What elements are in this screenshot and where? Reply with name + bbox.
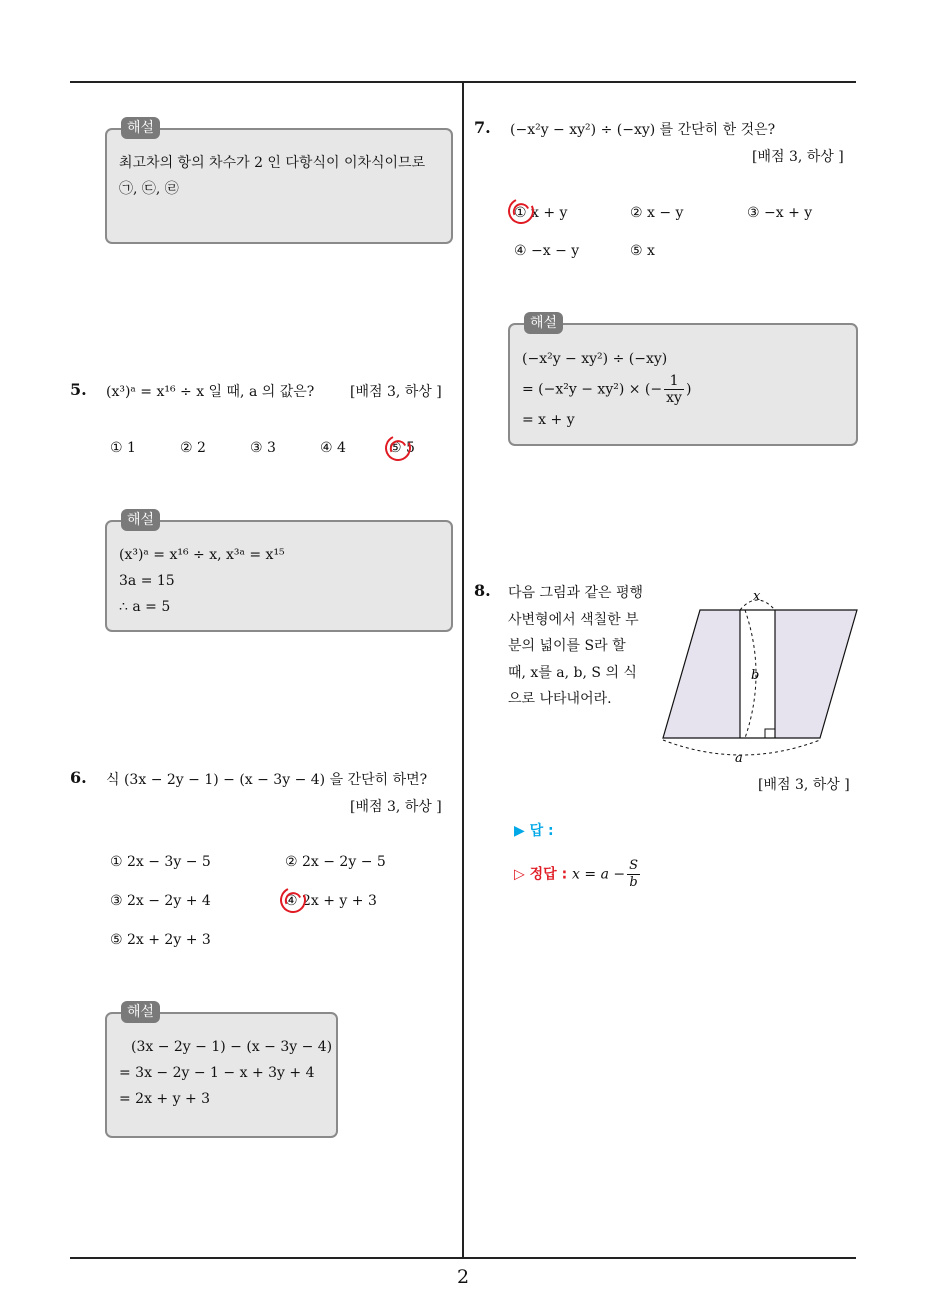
option-3[interactable]: ③ 3 [250,440,276,456]
right-angle-mark [765,729,775,738]
solution-box-prev [105,120,453,244]
question-number: 7. [474,118,491,137]
question-text: (x³)ᵃ = x¹⁶ ÷ x 일 때, a 의 값은? [106,384,315,400]
option-4[interactable]: ④ 2x + y + 3 [285,893,377,909]
option-3[interactable]: ③ 2x − 2y + 4 [110,893,211,909]
option-4[interactable]: ④ 4 [320,440,346,456]
option-3[interactable]: ③ −x + y [747,205,813,221]
selected-answer-mark [504,194,537,227]
correct-answer-label: ▷ 정답 : [514,866,568,883]
solution-box-q6 [105,1004,338,1138]
solution-line: ㉠, ㉢, ㉣ [119,181,179,197]
option-5[interactable]: ⑤ x [630,243,655,259]
question-number: 6. [70,768,87,787]
solution-box-q5 [105,512,453,632]
fraction-denominator: xy [666,390,682,406]
option-4[interactable]: ④ −x − y [514,243,580,259]
shaded-region [775,610,857,738]
points-label: [배점 3, 하상 ] [758,777,850,793]
option-1[interactable]: ① 1 [110,440,136,456]
solution-line: = 2x + y + 3 [119,1091,211,1107]
option-2[interactable]: ② 2x − 2y − 5 [285,854,386,870]
solution-expr: = (−x²y − xy²) × (− [522,381,663,398]
label-b: b [751,668,760,683]
question-text: 다음 그림과 같은 평행사변형에서 색칠한 부분의 넓이를 S라 할 때, x를 a, b, S 의 식으로 나타내어라. [508,585,644,707]
points-label: [배점 3, 하상 ] [752,149,844,165]
solution-tag: 해설 [121,117,160,139]
option-5[interactable]: ⑤ 5 [389,440,415,456]
points-label: [배점 3, 하상 ] [350,384,442,400]
question-text: (−x²y − xy²) ÷ (−xy) 를 간단히 한 것은? [510,122,776,138]
solution-line: 최고차의 항의 차수가 2 인 다항식이 이차식이므로 [119,155,426,171]
solution-line: = 3x − 2y − 1 − x + 3y + 4 [119,1065,315,1081]
question-number: 8. [474,581,491,600]
option-1[interactable]: ① 2x − 3y − 5 [110,854,211,870]
points-label: [배점 3, 하상 ] [350,799,442,815]
selected-answer-mark [381,431,414,464]
question-number: 5. [70,380,87,399]
solution-expr: ) [685,381,692,398]
option-1[interactable]: ① x + y [514,205,568,221]
solution-box-q7 [508,315,858,446]
solution-line: (−x²y − xy²) ÷ (−xy) [522,351,668,367]
solution-line: = x + y [522,412,575,428]
fraction [664,373,684,406]
option-5[interactable]: ⑤ 2x + 2y + 3 [110,932,211,948]
solution-tag: 해설 [524,312,563,334]
option-2[interactable]: ② 2 [180,440,206,456]
answer-label[interactable]: ▶ 답 : [514,823,554,839]
column-divider [462,83,464,1258]
solution-line [522,373,844,406]
selected-answer-mark [276,883,309,916]
option-2[interactable]: ② x − y [630,205,684,221]
correct-answer-expr: x = a − [572,866,626,883]
shaded-region [663,610,740,738]
bottom-rule [70,1257,856,1259]
solution-line: (x³)ᵃ = x¹⁶ ÷ x, x³ᵃ = x¹⁵ [119,547,285,563]
label-a: a [735,751,743,766]
fraction-numerator: 1 [664,373,684,390]
correct-answer-row [514,858,642,891]
fraction-numerator: S [629,858,639,873]
page-number: 2 [456,1266,470,1288]
label-x: x [753,589,761,604]
solution-tag: 해설 [121,509,160,531]
solution-line: 3a = 15 [119,573,175,589]
question-text: 식 (3x − 2y − 1) − (x − 3y − 4) 을 간단히 하면? [106,772,428,788]
parallelogram-figure [655,585,865,770]
solution-tag: 해설 [121,1001,160,1023]
solution-line: ∴ a = 5 [119,599,171,615]
solution-line: (3x − 2y − 1) − (x − 3y − 4) [131,1039,333,1055]
fraction [627,858,640,891]
fraction-denominator: b [629,875,638,890]
